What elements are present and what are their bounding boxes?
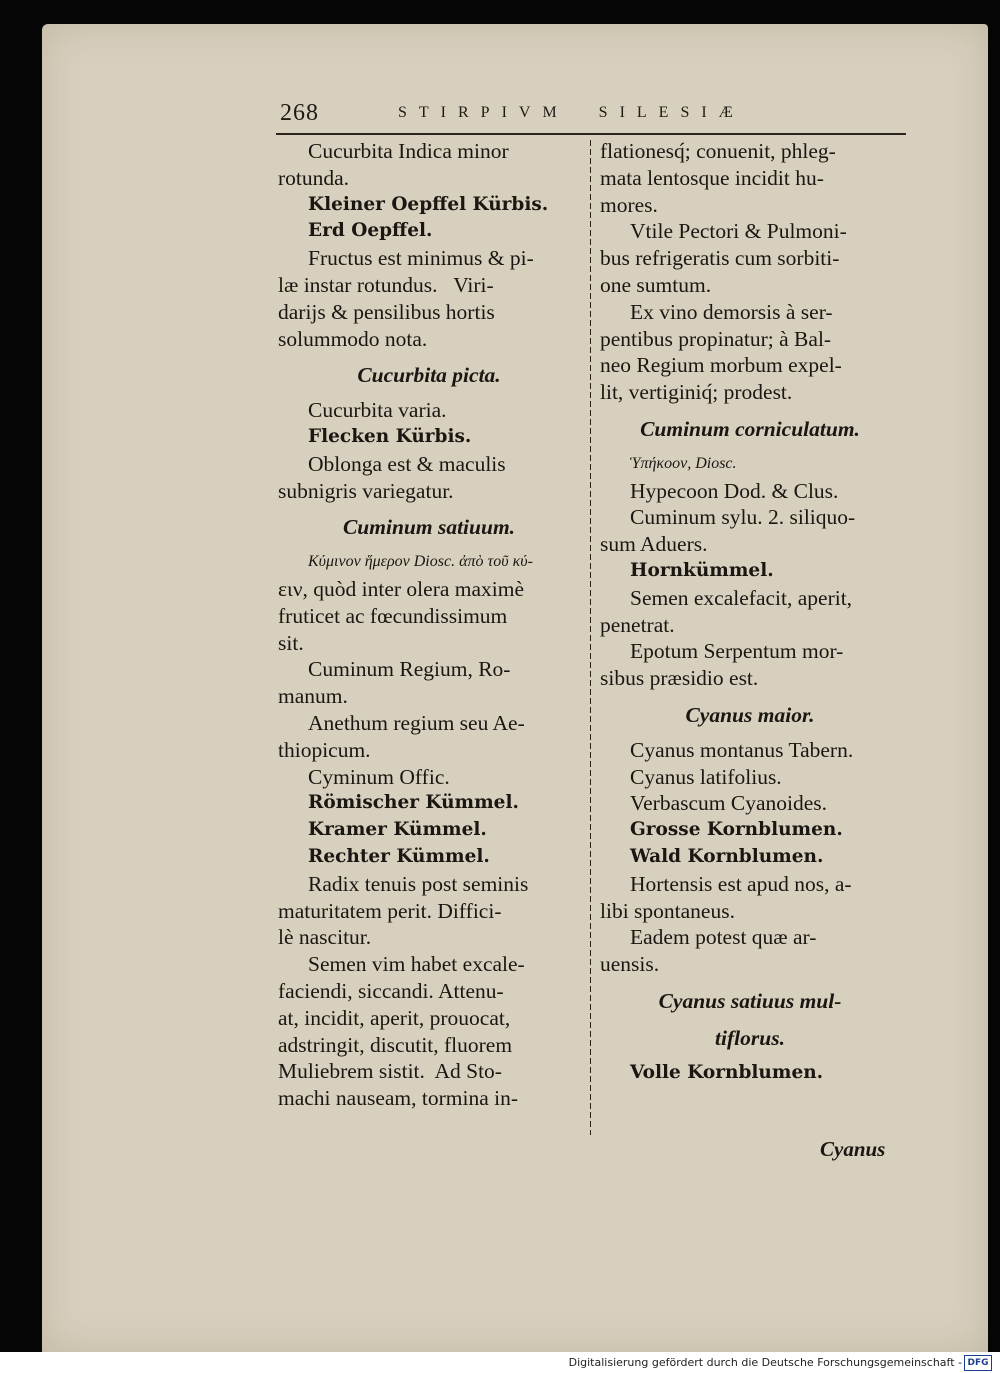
text-line: mores. — [600, 192, 658, 217]
column-divider — [590, 140, 591, 1135]
text-line: Vtile Pectori & Pulmoni- — [630, 219, 847, 244]
text-line: Grosse Kornblumen. — [630, 819, 843, 841]
left-column — [278, 138, 580, 1112]
text-line: Radix tenuis post seminis — [308, 871, 529, 896]
text-line: lè nascitur. — [278, 925, 372, 950]
text-line: adstringit, discutit, fluorem — [278, 1032, 513, 1057]
text-line: Semen excalefacit, aperit, — [630, 585, 853, 610]
text-line: manum. — [278, 684, 348, 709]
text-line: flationesq́; conuenit, phleg- — [600, 139, 836, 163]
digitization-footer — [0, 1352, 1000, 1373]
text-line: Flecken Kürbis. — [308, 425, 472, 447]
funding-credit: Digitalisierung gefördert durch die Deutsche Forschungsgemeinschaft - — [568, 1356, 962, 1369]
text-line: Cucurbita varia. — [308, 398, 447, 423]
text-line: machi nauseam, tormina in- — [278, 1086, 519, 1111]
text-line: Cuminum Regium, Ro- — [308, 657, 511, 682]
text-line: Hypecoon Dod. & Clus. — [630, 478, 839, 503]
text-line: faciendi, siccandi. Attenu- — [278, 978, 504, 1003]
text-line: lit, vertiginiq́; prodest. — [600, 380, 793, 405]
header-rule — [276, 133, 906, 135]
text-line: Semen vim habet excale- — [308, 952, 525, 977]
text-line: Fructus est minimus & pi- — [308, 246, 534, 271]
dfg-logo: DFG — [964, 1355, 992, 1371]
text-line: tiflorus. — [715, 1025, 785, 1050]
text-line: one sumtum. — [600, 272, 712, 297]
catchword: Cyanus — [820, 1137, 886, 1161]
text-line: rotunda. — [278, 165, 350, 190]
text-line: Wald Kornblumen. — [630, 845, 824, 867]
running-title: STIRPIVM SILESIÆ — [398, 104, 745, 121]
text-line: Cyanus satiuus mul- — [658, 988, 842, 1013]
text-line: Cucurbita picta. — [357, 363, 501, 388]
text-line: libi spontaneus. — [600, 898, 735, 923]
text-line: mata lentosque incidit hu- — [600, 165, 824, 190]
text-line: Verbascum Cyanoides. — [630, 791, 828, 816]
text-line: Römischer Kümmel. — [308, 792, 519, 814]
text-line: Cuminum sylu. 2. siliquo- — [630, 505, 856, 530]
right-column — [600, 138, 900, 1086]
page-header — [280, 100, 900, 130]
text-line: ειν, quòd inter olera maximè — [278, 576, 525, 601]
text-line: læ instar rotundus. Viri- — [278, 272, 494, 297]
text-line: at, incidit, aperit, prouocat, — [278, 1005, 511, 1030]
text-line: sum Aduers. — [600, 532, 708, 557]
text-line: Ex vino demorsis à ser- — [630, 299, 833, 324]
text-line: Hortensis est apud nos, a- — [630, 871, 852, 896]
text-line: subnigris variegatur. — [278, 478, 454, 503]
text-line: Erd Oepffel. — [308, 220, 433, 242]
text-line: pentibus propinatur; à Bal- — [600, 326, 832, 351]
text-line: neo Regium morbum expel- — [600, 353, 842, 378]
text-line: sibus præsidio est. — [600, 666, 759, 691]
text-line: uensis. — [600, 952, 660, 977]
text-line: sit. — [278, 630, 304, 655]
text-line: Cyminum Offic. — [308, 764, 450, 789]
text-line: Cyanus montanus Tabern. — [630, 737, 854, 762]
text-line: Eadem potest quæ ar- — [630, 925, 817, 950]
text-line: Oblonga est & maculis — [308, 451, 506, 476]
text-line: Ὑπήκοον, Diosc. — [630, 454, 737, 472]
text-line: Anethum regium seu Ae- — [308, 710, 525, 735]
text-line: Epotum Serpentum mor- — [630, 639, 844, 664]
text-line: Kramer Kümmel. — [308, 819, 487, 841]
text-line: Cuminum satiuum. — [342, 515, 516, 540]
text-line: bus refrigeratis cum sorbiti- — [600, 246, 840, 271]
text-line: Volle Kornblumen. — [630, 1061, 824, 1083]
text-line: thiopicum. — [278, 737, 371, 762]
text-line: Cuminum corniculatum. — [640, 416, 860, 441]
page-number: 268 — [280, 100, 319, 126]
text-line: solummodo nota. — [278, 326, 428, 351]
text-line: Hornkümmel. — [630, 559, 774, 581]
text-line: Cucurbita Indica minor — [308, 139, 509, 163]
text-line: Kleiner Oepffel Kürbis. — [308, 193, 549, 215]
text-line: penetrat. — [600, 612, 675, 637]
text-line: maturitatem perit. Diffici- — [278, 898, 502, 923]
text-line: fruticet ac fœcundissimum — [278, 603, 508, 628]
text-line: Κύμινον ἥμερον Diosc. ἀπὸ τοῦ κύ- — [308, 553, 533, 571]
text-line: darijs & pensilibus hortis — [278, 299, 495, 324]
text-line: Rechter Kümmel. — [308, 845, 490, 867]
text-line: Cyanus latifolius. — [630, 764, 782, 789]
text-line: Cyanus maior. — [685, 702, 815, 727]
text-line: Muliebrem sistit. Ad Sto- — [278, 1059, 502, 1084]
